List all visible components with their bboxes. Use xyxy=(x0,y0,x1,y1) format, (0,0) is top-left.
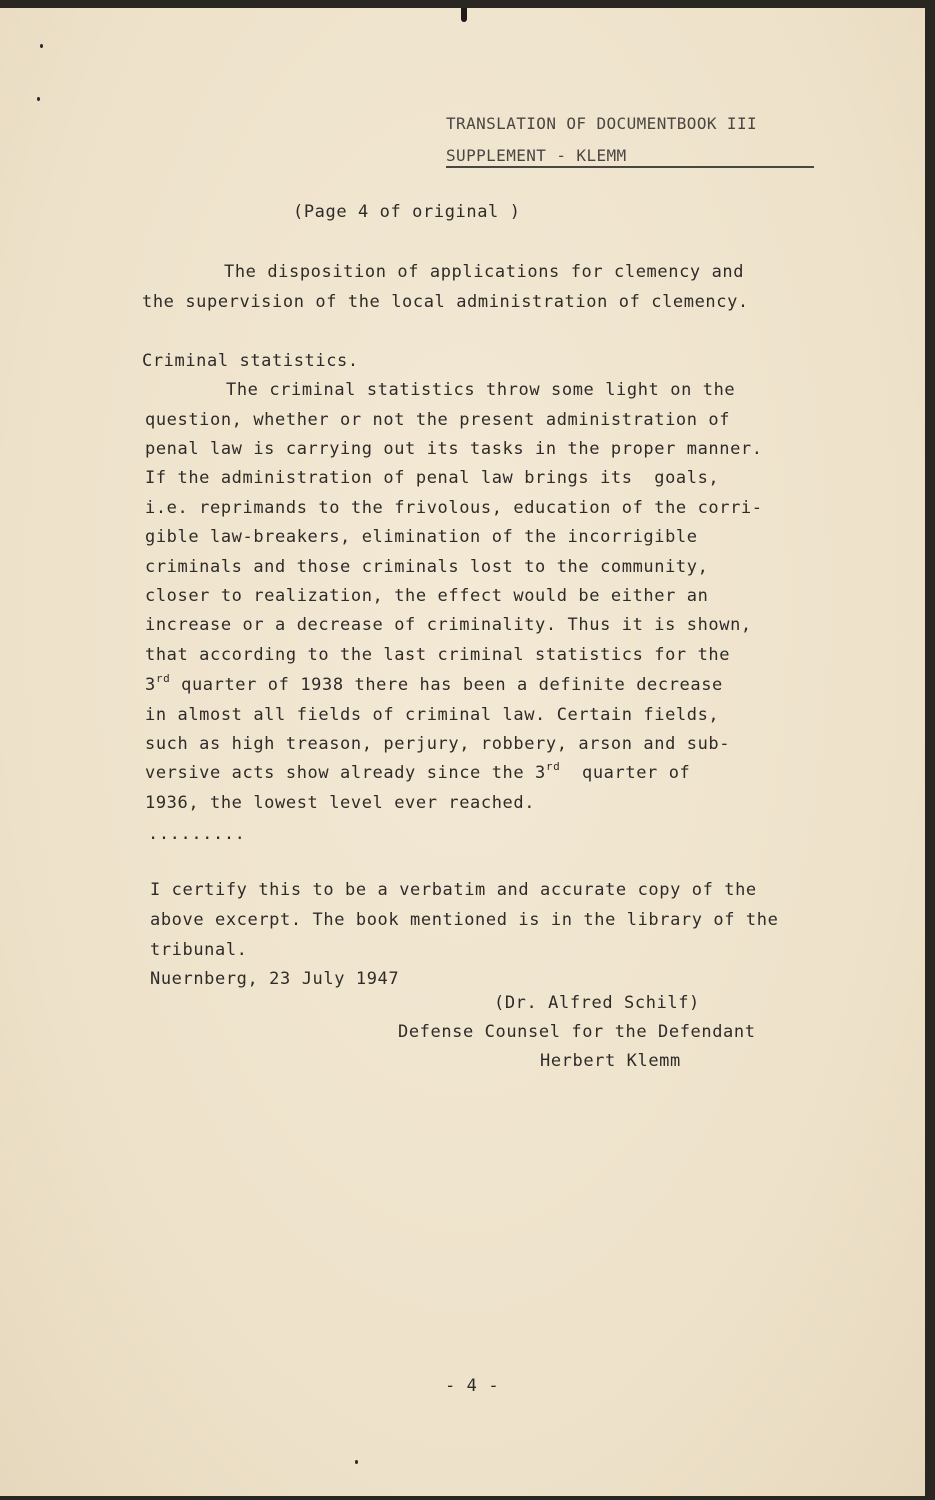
page-number: - 4 - xyxy=(445,1376,500,1396)
body-line: in almost all fields of criminal law. Certain fields, xyxy=(145,705,720,725)
section-heading: Criminal statistics. xyxy=(142,351,359,371)
body-line: penal law is carrying out its tasks in the proper manner. xyxy=(145,439,763,459)
staple-mark xyxy=(461,8,467,22)
page-reference: (Page 4 of original ) xyxy=(293,202,521,222)
speck-mark xyxy=(40,44,43,48)
ellipsis-marker: ......... xyxy=(148,824,246,844)
body-line: 1936, the lowest level ever reached. xyxy=(145,793,536,813)
ordinal-suffix: rd xyxy=(155,672,171,685)
body-line: gible law-breakers, elimination of the incorrigible xyxy=(145,527,698,547)
body-line: question, whether or not the present administration of xyxy=(145,410,731,430)
ordinal-number: 3 xyxy=(145,675,156,695)
header-title: TRANSLATION OF DOCUMENTBOOK III xyxy=(446,114,758,133)
speck-mark xyxy=(37,97,40,101)
body-line: If the administration of penal law brings its goals, xyxy=(145,468,720,488)
body-line-rest: quarter of xyxy=(560,763,691,783)
body-line-rest: quarter of 1938 there has been a definite decrease xyxy=(170,675,723,695)
body-line-start: versive acts show already since the 3 xyxy=(145,763,546,783)
certification-line: above excerpt. The book mentioned is in the library of the xyxy=(150,910,779,930)
signature-title: Defense Counsel for the Defendant xyxy=(398,1022,756,1042)
body-line: i.e. reprimands to the frivolous, education of the corri- xyxy=(145,498,763,518)
body-line: that according to the last criminal statistics for the xyxy=(145,645,731,665)
certification-line: I certify this to be a verbatim and accurate copy of the xyxy=(150,880,757,900)
speck-mark xyxy=(355,1460,358,1464)
body-line: criminals and those criminals lost to the community, xyxy=(145,557,709,577)
signature-client: Herbert Klemm xyxy=(540,1051,681,1071)
header-subtitle: SUPPLEMENT - KLEMM xyxy=(446,146,627,165)
body-line xyxy=(145,760,691,783)
body-line: increase or a decrease of criminality. Thus it is shown, xyxy=(145,615,752,635)
intro-line: the supervision of the local administration of clemency. xyxy=(142,292,749,312)
signature-name: (Dr. Alfred Schilf) xyxy=(494,993,700,1013)
header-underline xyxy=(446,166,814,168)
ordinal-suffix: rd xyxy=(545,760,561,773)
document-page xyxy=(0,8,925,1496)
place-date: Nuernberg, 23 July 1947 xyxy=(150,969,400,989)
body-line: such as high treason, perjury, robbery, arson and sub- xyxy=(145,734,731,754)
intro-line: The disposition of applications for clemency and xyxy=(224,262,745,282)
body-line xyxy=(145,672,723,695)
body-line: closer to realization, the effect would be either an xyxy=(145,586,709,606)
body-line: The criminal statistics throw some light on the xyxy=(226,380,736,400)
certification-line: tribunal. xyxy=(150,940,248,960)
